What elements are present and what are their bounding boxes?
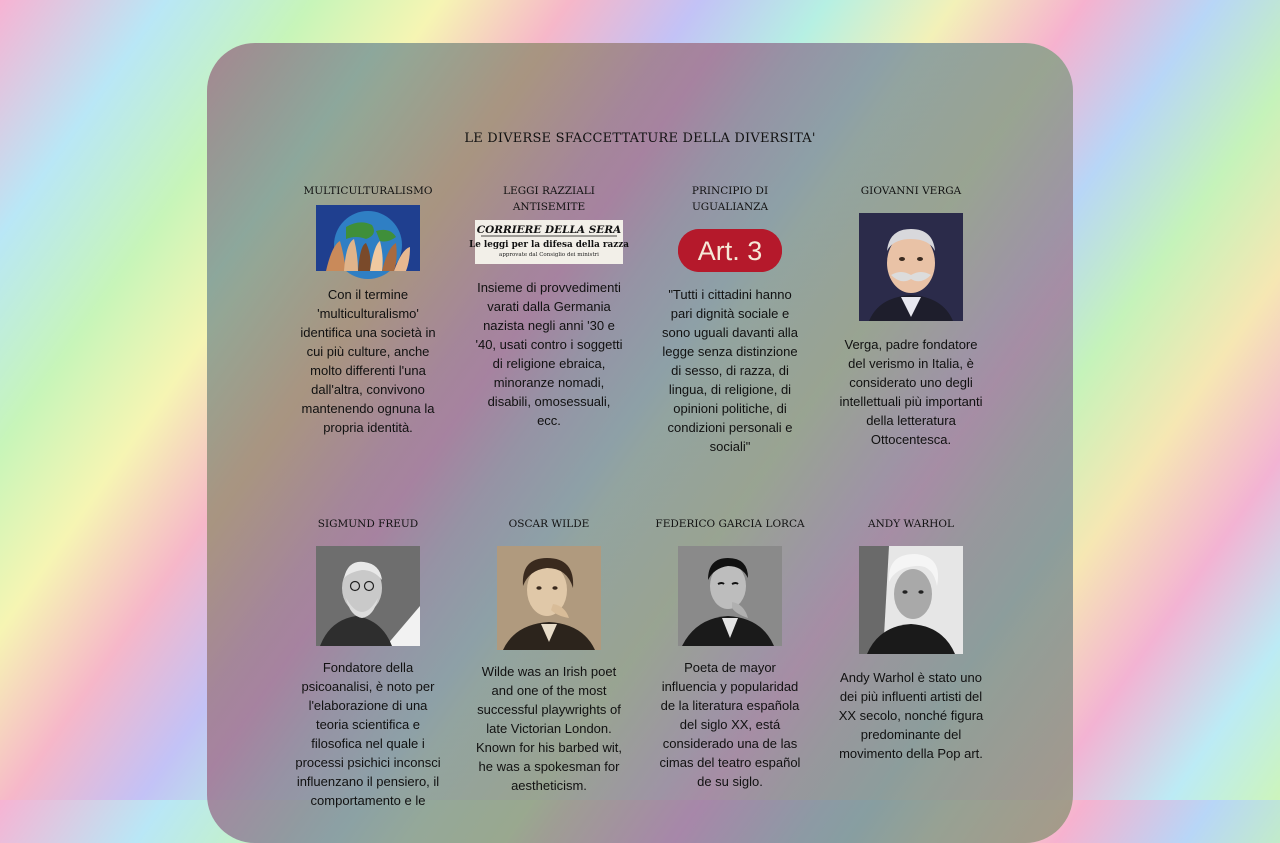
portrait-warhol [859, 546, 963, 654]
article-badge-icon [678, 229, 782, 272]
card-oscar-wilde [474, 516, 624, 795]
newspaper-headline-icon [469, 220, 629, 264]
section-title: SIGMUND FREUD [317, 518, 419, 530]
section-title: MULTICULTURALISMO [303, 185, 433, 197]
page-title: LE DIVERSE SFACCETTATURE DELLA DIVERSITA' [464, 131, 816, 146]
section-text: Poeta de mayor influencia y popularidad de la literatura española del siglo XX, está considerado una de las cimas del teatro español de su siglo. [659, 660, 801, 789]
article-badge-text: Art. 3 [697, 236, 763, 266]
newspaper-masthead: CORRIERE DELLA SERA [476, 224, 622, 236]
card-federico-garcia-lorca [655, 516, 805, 791]
section-title: GIOVANNI VERGA [860, 185, 962, 197]
card-sigmund-freud [293, 516, 443, 810]
newspaper-headline: Le leggi per la difesa della razza [469, 240, 629, 250]
section-text: Con il termine 'multiculturalismo' identifica una società in cui più culture, anche molto differenti l'una dall'altra, convivono mantenendo ognuna la propria identità. [300, 287, 436, 435]
portrait-freud [316, 546, 420, 646]
section-title: PRINCIPIO DI UGUALIANZA [691, 185, 769, 213]
portrait-lorca [678, 546, 782, 646]
card-multiculturalismo [293, 183, 443, 437]
card-principio-ugualianza [655, 183, 805, 456]
card-giovanni-verga [836, 183, 986, 449]
section-text: Wilde was an Irish poet and one of the most successful playwrights of late Victorian London. Known for his barbed wit, he was a spokesman for aestheticism. [476, 664, 622, 793]
section-text: Verga, padre fondatore del verismo in Italia, è considerato uno degli intellettuali più importanti della letteratura Ottocentesca. [839, 337, 983, 447]
section-text: Insieme di provvedimenti varati dalla Germania nazista negli anni '30 e '40, usati contro i soggetti di religione ebraica, minoranze nomadi, disabili, omosessuali, ecc. [475, 280, 623, 428]
content-card [207, 43, 1073, 843]
section-title: ANDY WARHOL [868, 518, 954, 530]
section-text: "Tutti i cittadini hanno pari dignità sociale e sono uguali davanti alla legge senza distinzione di sesso, di razza, di lingua, di religione, di opinioni politiche, di condizioni personali e sociali" [662, 287, 798, 454]
section-text: Fondatore della psicoanalisi, è noto per l'elaborazione di una teoria scientifica e filosofica nel quale i processi psichici inconsci influenzano il pensiero, il comportamento e le [295, 660, 441, 808]
section-title: OSCAR WILDE [508, 518, 590, 530]
card-andy-warhol [836, 516, 986, 763]
section-title: FEDERICO GARCIA LORCA [655, 518, 805, 530]
section-text: Andy Warhol è stato uno dei più influenti artisti del XX secolo, nonché figura predominante del movimento della Pop art. [838, 670, 984, 761]
card-leggi-razziali [469, 183, 629, 430]
portrait-verga [859, 213, 963, 321]
newspaper-subheadline: approvate dal Consiglio dei ministri [499, 252, 599, 258]
globe-hands-icon [316, 205, 420, 271]
section-title: LEGGI RAZZIALI ANTISEMITE [503, 185, 595, 213]
portrait-wilde [497, 546, 601, 650]
